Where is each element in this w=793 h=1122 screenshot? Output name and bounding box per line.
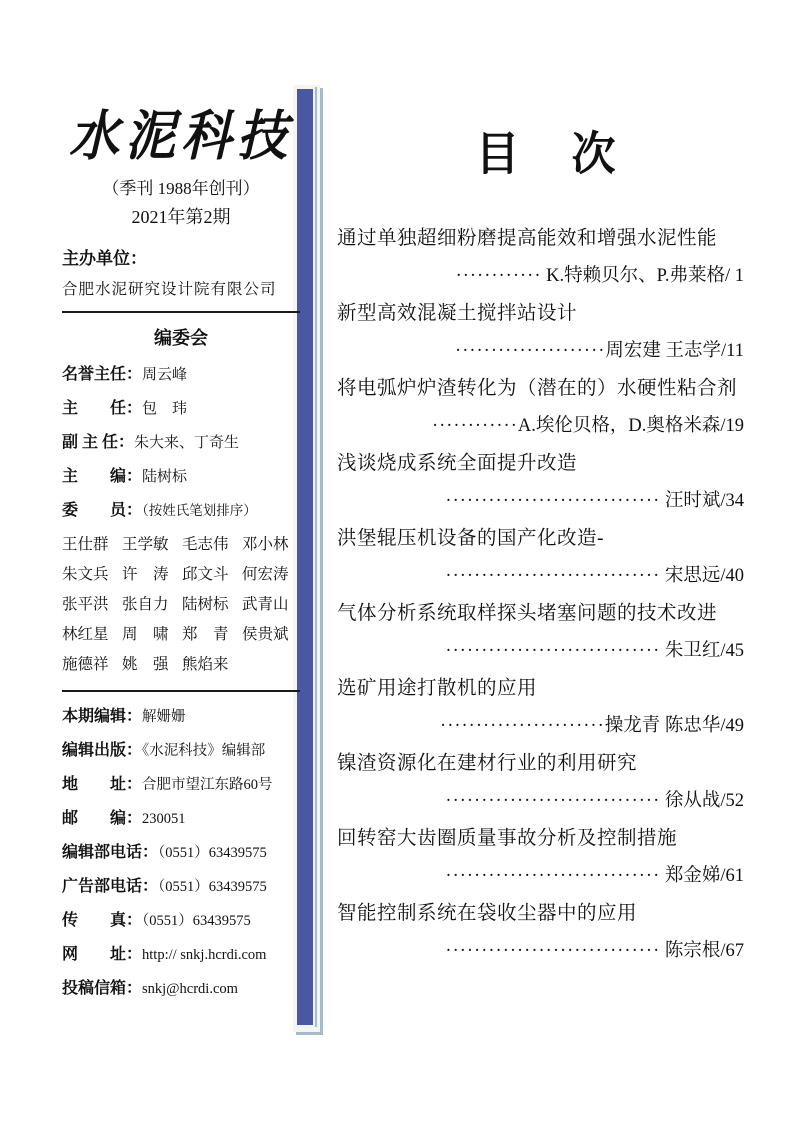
role-row bbox=[62, 358, 300, 392]
toc-entry-title: 通过单独超细粉磨提高能效和增强水泥性能 bbox=[337, 228, 718, 249]
toc-entry-authors: 朱卫红/45 bbox=[660, 640, 744, 661]
role-row bbox=[62, 426, 300, 460]
pub-info-row bbox=[62, 904, 300, 938]
role-label: 主 任： bbox=[62, 400, 143, 417]
toc-entry-title: 智能控制系统在袋收尘器中的应用 bbox=[337, 903, 638, 924]
member-name: 王学敏 bbox=[122, 536, 169, 553]
toc-entry bbox=[337, 295, 758, 370]
pub-info-row bbox=[62, 972, 300, 1006]
toc-entries bbox=[337, 220, 758, 970]
pub-info-label: 投稿信箱： bbox=[62, 980, 143, 997]
toc-entry bbox=[337, 520, 758, 595]
pub-info-label: 地 址： bbox=[62, 776, 143, 793]
pub-info-value: http:// snkj.hcrdi.com bbox=[142, 947, 267, 963]
toc-dot-leader: ······························ bbox=[445, 940, 661, 961]
pub-info-row bbox=[62, 734, 300, 768]
toc-heading: 目 次 bbox=[475, 128, 620, 181]
pub-info-row bbox=[62, 836, 300, 870]
pub-info-value: （0551）63439575 bbox=[142, 913, 251, 929]
role-label: 主 编： bbox=[62, 468, 143, 485]
toc-entry-title: 气体分析系统取样探头堵塞问题的技术改进 bbox=[337, 603, 718, 624]
toc-entry-title: 镍渣资源化在建材行业的利用研究 bbox=[337, 753, 638, 774]
member-name: 林红星 bbox=[62, 626, 109, 643]
toc-entry bbox=[337, 745, 758, 820]
left-column bbox=[62, 104, 300, 1006]
toc-entry-author-line bbox=[337, 483, 758, 521]
role-value: 朱大来、丁奇生 bbox=[134, 435, 240, 451]
toc-entry bbox=[337, 595, 758, 670]
member-name: 周 啸 bbox=[122, 626, 169, 643]
horizontal-rule bbox=[62, 311, 300, 313]
role-row bbox=[62, 460, 300, 494]
toc-entry-authors: K.特赖贝尔、P.弗莱格/ 1 bbox=[541, 265, 744, 286]
member-name: 张自力 bbox=[122, 596, 169, 613]
toc-entry-authors: 徐从战/52 bbox=[660, 790, 744, 811]
toc-dot-leader: ····················· bbox=[455, 340, 606, 361]
member-name: 王仕群 bbox=[62, 536, 109, 553]
toc-entry-authors: 操龙青 陈忠华/49 bbox=[604, 715, 744, 736]
pub-info-value: 《水泥科技》编辑部 bbox=[142, 743, 266, 759]
toc-entry bbox=[337, 820, 758, 895]
toc-entry bbox=[337, 670, 758, 745]
divider-thin-line bbox=[315, 87, 317, 1027]
member-name: 姚 强 bbox=[122, 656, 169, 673]
editorial-board-heading: 编委会 bbox=[154, 328, 208, 348]
member-name: 邱文斗 bbox=[182, 566, 229, 583]
pub-info-row bbox=[62, 870, 300, 904]
toc-dot-leader: ············ bbox=[431, 415, 518, 436]
toc-entry bbox=[337, 895, 758, 970]
toc-entry bbox=[337, 370, 758, 445]
role-row bbox=[62, 392, 300, 426]
toc-entry-title: 将电弧炉炉渣转化为（潜在的）水硬性粘合剂 bbox=[337, 378, 738, 399]
role-row bbox=[62, 494, 300, 527]
toc-entry-authors: A.埃伦贝格，D.奥格米森/19 bbox=[517, 415, 744, 436]
toc-entry-authors: 汪时斌/34 bbox=[660, 490, 744, 511]
pub-info-label: 邮 编： bbox=[62, 810, 143, 827]
toc-entry-author-line bbox=[337, 258, 758, 296]
member-name: 陆树标 bbox=[182, 596, 229, 613]
member-name: 毛志伟 bbox=[182, 536, 229, 553]
organizer-name: 合肥水泥研究设计院有限公司 bbox=[62, 281, 277, 298]
member-name: 武青山 bbox=[242, 596, 289, 613]
toc-entry-author-line bbox=[337, 708, 758, 746]
member-name: 施德祥 bbox=[62, 656, 109, 673]
toc-entry-title: 回转窑大齿圈质量事故分析及控制措施 bbox=[337, 828, 678, 849]
toc-entry bbox=[337, 445, 758, 520]
role-label: 副 主 任： bbox=[62, 434, 135, 451]
toc-dot-leader: ······························ bbox=[445, 640, 661, 661]
pub-info-label: 本期编辑： bbox=[62, 708, 143, 725]
toc-entry-author-line bbox=[337, 333, 758, 371]
pub-info-value: （0551）63439575 bbox=[158, 879, 267, 895]
role-value: （按姓氏笔划排序） bbox=[142, 503, 257, 518]
member-name: 侯贵斌 bbox=[242, 626, 289, 643]
toc-entry-author-line bbox=[337, 408, 758, 446]
pub-info-label: 广告部电话： bbox=[62, 878, 159, 895]
role-value: 陆树标 bbox=[142, 469, 188, 485]
toc-entry-author-line bbox=[337, 558, 758, 596]
organizer-label: 主办单位： bbox=[62, 249, 147, 268]
member-name: 邓小林 bbox=[242, 536, 289, 553]
member-name: 张平洪 bbox=[62, 596, 109, 613]
journal-title: 水泥科技 bbox=[69, 105, 293, 167]
member-name: 朱文兵 bbox=[62, 566, 109, 583]
pub-info-label: 网 址： bbox=[62, 946, 143, 963]
toc-entry-author-line bbox=[337, 933, 758, 971]
editorial-board-members bbox=[62, 530, 300, 680]
toc-entry-title: 选矿用途打散机的应用 bbox=[337, 678, 538, 699]
publication-info bbox=[62, 700, 300, 1006]
pub-info-value: 合肥市望江东路60号 bbox=[142, 777, 273, 793]
toc-entry-title: 洪堡辊压机设备的国产化改造- bbox=[337, 528, 604, 549]
pub-info-row bbox=[62, 768, 300, 802]
member-name: 许 涛 bbox=[122, 566, 169, 583]
toc-entry-title: 新型高效混凝土搅拌站设计 bbox=[337, 303, 578, 324]
toc-dot-leader: ······························ bbox=[445, 565, 661, 586]
member-name: 何宏涛 bbox=[242, 566, 289, 583]
editorial-board-roles bbox=[62, 358, 300, 527]
toc-entry-authors: 周宏建 王志学/11 bbox=[605, 340, 744, 361]
member-name: 熊焰来 bbox=[182, 656, 229, 673]
toc-entry-title: 浅谈烧成系统全面提升改造 bbox=[337, 453, 578, 474]
toc-entry-authors: 宋思远/40 bbox=[660, 565, 744, 586]
toc-entry-author-line bbox=[337, 633, 758, 671]
pub-info-value: 230051 bbox=[142, 811, 186, 827]
pub-info-value: 解姗姗 bbox=[142, 709, 186, 725]
role-value: 包 玮 bbox=[142, 401, 188, 417]
pub-info-label: 编辑出版： bbox=[62, 742, 143, 759]
table-of-contents bbox=[337, 126, 758, 970]
toc-dot-leader: ······························ bbox=[445, 490, 661, 511]
role-label: 名誉主任： bbox=[62, 366, 143, 383]
toc-dot-leader: ······························ bbox=[445, 865, 661, 886]
toc-entry-author-line bbox=[337, 858, 758, 896]
toc-entry-authors: 郑金娣/61 bbox=[660, 865, 744, 886]
pub-info-value: snkj@hcrdi.com bbox=[142, 981, 238, 997]
member-name: 郑 青 bbox=[182, 626, 229, 643]
role-value: 周云峰 bbox=[142, 367, 188, 383]
toc-entry-author-line bbox=[337, 783, 758, 821]
toc-dot-leader: ······························ bbox=[445, 790, 661, 811]
toc-entry-authors: 陈宗根/67 bbox=[660, 940, 744, 961]
pub-info-row bbox=[62, 700, 300, 734]
pub-info-value: （0551）63439575 bbox=[158, 845, 267, 861]
role-label: 委 员： bbox=[62, 502, 143, 519]
toc-dot-leader: ······················· bbox=[440, 715, 605, 736]
pub-info-row bbox=[62, 802, 300, 836]
pub-info-label: 传 真： bbox=[62, 912, 143, 929]
horizontal-rule bbox=[62, 690, 300, 692]
journal-issue: 2021年第2期 bbox=[131, 207, 231, 227]
journal-subtitle: （季刊 1988年创刊） bbox=[102, 179, 260, 198]
toc-dot-leader: ············ bbox=[455, 265, 542, 286]
toc-entry bbox=[337, 220, 758, 295]
pub-info-row bbox=[62, 938, 300, 972]
pub-info-label: 编辑部电话： bbox=[62, 844, 159, 861]
